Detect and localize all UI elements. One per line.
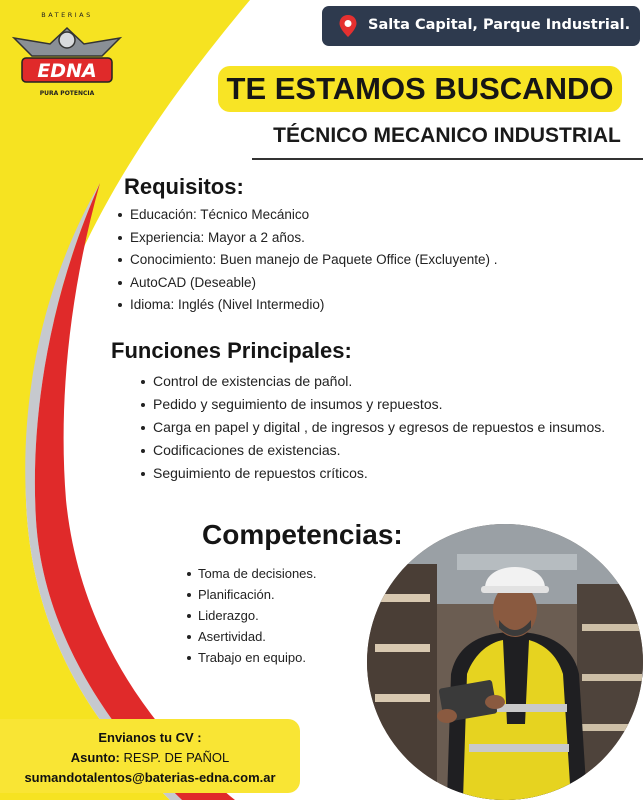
list-item: Toma de decisiones.	[198, 564, 317, 585]
position-title: TÉCNICO MECANICO INDUSTRIAL	[273, 124, 621, 147]
list-item: Asertividad.	[198, 627, 317, 648]
contact-email[interactable]: sumandotalentos@baterias-edna.com.ar	[24, 770, 276, 785]
location-badge	[322, 6, 640, 46]
list-item: AutoCAD (Deseable)	[130, 273, 497, 296]
worker-photo	[367, 524, 643, 800]
requisitos-heading: Requisitos:	[124, 174, 244, 199]
list-item: Seguimiento de repuestos críticos.	[153, 462, 613, 485]
list-item: Conocimiento: Buen manejo de Paquete Office (Excluyente) .	[130, 250, 497, 273]
contact-subject	[0, 750, 300, 765]
requisitos-list	[130, 205, 497, 318]
competencias-heading: Competencias:	[202, 519, 403, 550]
list-item: Codificaciones de existencias.	[153, 439, 613, 462]
list-item: Carga en papel y digital , de ingresos y egresos de repuestos e insumos.	[153, 416, 613, 439]
logo-tagline: PURA POTENCIA	[39, 90, 95, 97]
list-item: Experiencia: Mayor a 2 años.	[130, 228, 497, 251]
list-item: Trabajo en equipo.	[198, 648, 317, 669]
list-item: Control de existencias de pañol.	[153, 370, 613, 393]
location-text: Salta Capital, Parque Industrial.	[368, 17, 631, 33]
headline-banner: TE ESTAMOS BUSCANDO	[218, 66, 622, 112]
logo-brand-name: EDNA	[37, 60, 97, 82]
contact-box	[0, 719, 300, 793]
logo-brand-top: BATERIAS	[41, 11, 93, 19]
brand-logo	[8, 6, 126, 98]
competencias-list	[198, 564, 317, 669]
list-item: Pedido y seguimiento de insumos y repuestos.	[153, 393, 613, 416]
worker-illustration	[367, 524, 643, 800]
list-item: Liderazgo.	[198, 606, 317, 627]
title-underline	[252, 158, 643, 160]
funciones-heading: Funciones Principales:	[111, 338, 352, 363]
location-pin-icon	[338, 14, 358, 38]
contact-send-label: Envianos tu CV :	[98, 730, 202, 745]
list-item: Idioma: Inglés (Nivel Intermedio)	[130, 295, 497, 318]
logo-emblem	[10, 22, 124, 88]
list-item: Educación: Técnico Mecánico	[130, 205, 497, 228]
contact-subject-value: RESP. DE PAÑOL	[123, 750, 230, 765]
contact-subject-label: Asunto:	[70, 750, 120, 765]
list-item: Planificación.	[198, 585, 317, 606]
funciones-list	[153, 370, 613, 485]
